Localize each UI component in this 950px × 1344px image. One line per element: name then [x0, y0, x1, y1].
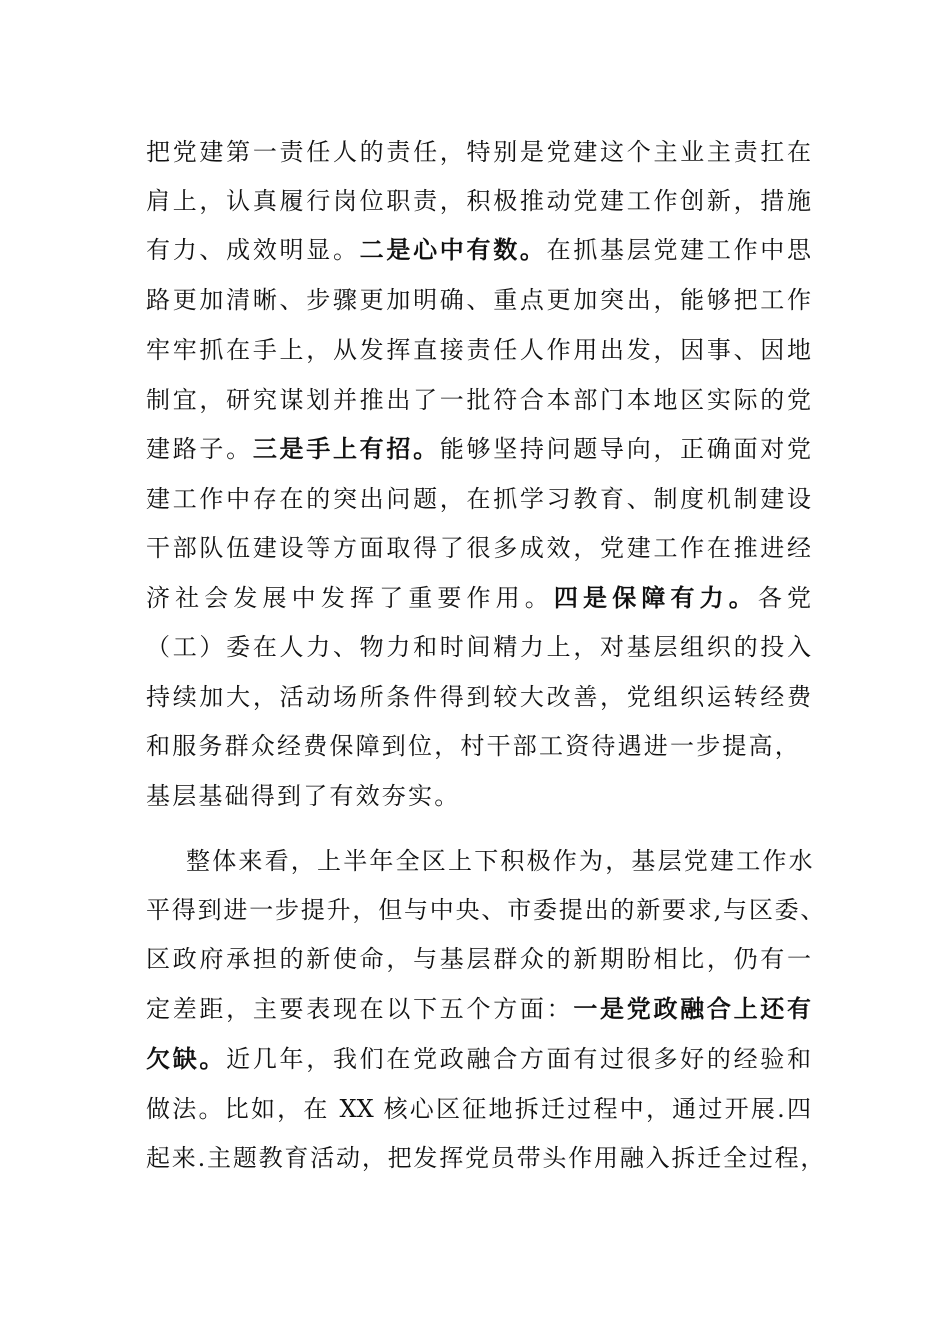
text-line: 把党建第一责任人的责任，特别是党建这个主业主责扛在 [146, 138, 811, 166]
text-run: 有力、成效明显。 [146, 236, 360, 264]
bold-heading: 四是保障有力。 [553, 584, 758, 612]
bold-heading: 二是心中有数。 [359, 236, 547, 264]
text-line: 持续加大，活动场所条件得到较大改善，党组织运转经费 [146, 683, 811, 711]
text-run: 能够坚持问题导向，正确面对党 [439, 435, 812, 463]
text-line: 肩上，认真履行岗位职责，积极推动党建工作创新，措施 [146, 187, 811, 215]
bold-heading: 欠缺。 [146, 1045, 227, 1073]
bold-heading: 三是手上有招。 [252, 435, 440, 463]
text-line: 平得到进一步提升，但与中央、市委提出的新要求,与区委、 [146, 896, 827, 924]
text-line: （工）委在人力、物力和时间精力上，对基层组织的投入 [146, 633, 811, 661]
text-line: 区政府承担的新使命，与基层群众的新期盼相比，仍有一 [146, 945, 811, 973]
text-line: 和服务群众经费保障到位，村干部工资待遇进一步提高， [146, 732, 801, 760]
text-line: 起来.主题教育活动，把发挥党员带头作用融入拆迁全过程， [146, 1144, 827, 1172]
text-run: 各党 [757, 584, 812, 612]
text-line: 路更加清晰、步骤更加明确、重点更加突出，能够把工作 [146, 286, 811, 314]
text-line [146, 425, 811, 474]
text-line [146, 985, 811, 1034]
text-line: 制宜，研究谋划并推出了一批符合本部门本地区实际的党 [146, 386, 811, 414]
text-line: 整体来看，上半年全区上下积极作为，基层党建工作水 [186, 847, 815, 875]
text-line: 基层基础得到了有效夯实。 [146, 782, 461, 810]
text-line: 做法。比如，在 XX 核心区征地拆迁过程中，通过开展.四 [146, 1095, 811, 1123]
bold-heading: 一是党政融合上还有 [573, 995, 812, 1023]
text-line [146, 1035, 811, 1084]
text-run: 济社会发展中发挥了重要作用。 [146, 584, 554, 612]
text-run: 建路子。 [146, 435, 253, 463]
text-line: 干部队伍建设等方面取得了很多成效，党建工作在推进经 [146, 534, 811, 562]
text-line: 建工作中存在的突出问题，在抓学习教育、制度机制建设 [146, 485, 811, 513]
text-run: 定差距，主要表现在以下五个方面： [146, 995, 574, 1023]
text-line: 牢牢抓在手上，从发挥直接责任人作用出发，因事、因地 [146, 336, 811, 364]
text-line [146, 574, 811, 623]
text-run: 近几年，我们在党政融合方面有过很多好的经验和 [226, 1045, 811, 1073]
text-line [146, 226, 811, 275]
text-run: 在抓基层党建工作中思 [546, 236, 812, 264]
